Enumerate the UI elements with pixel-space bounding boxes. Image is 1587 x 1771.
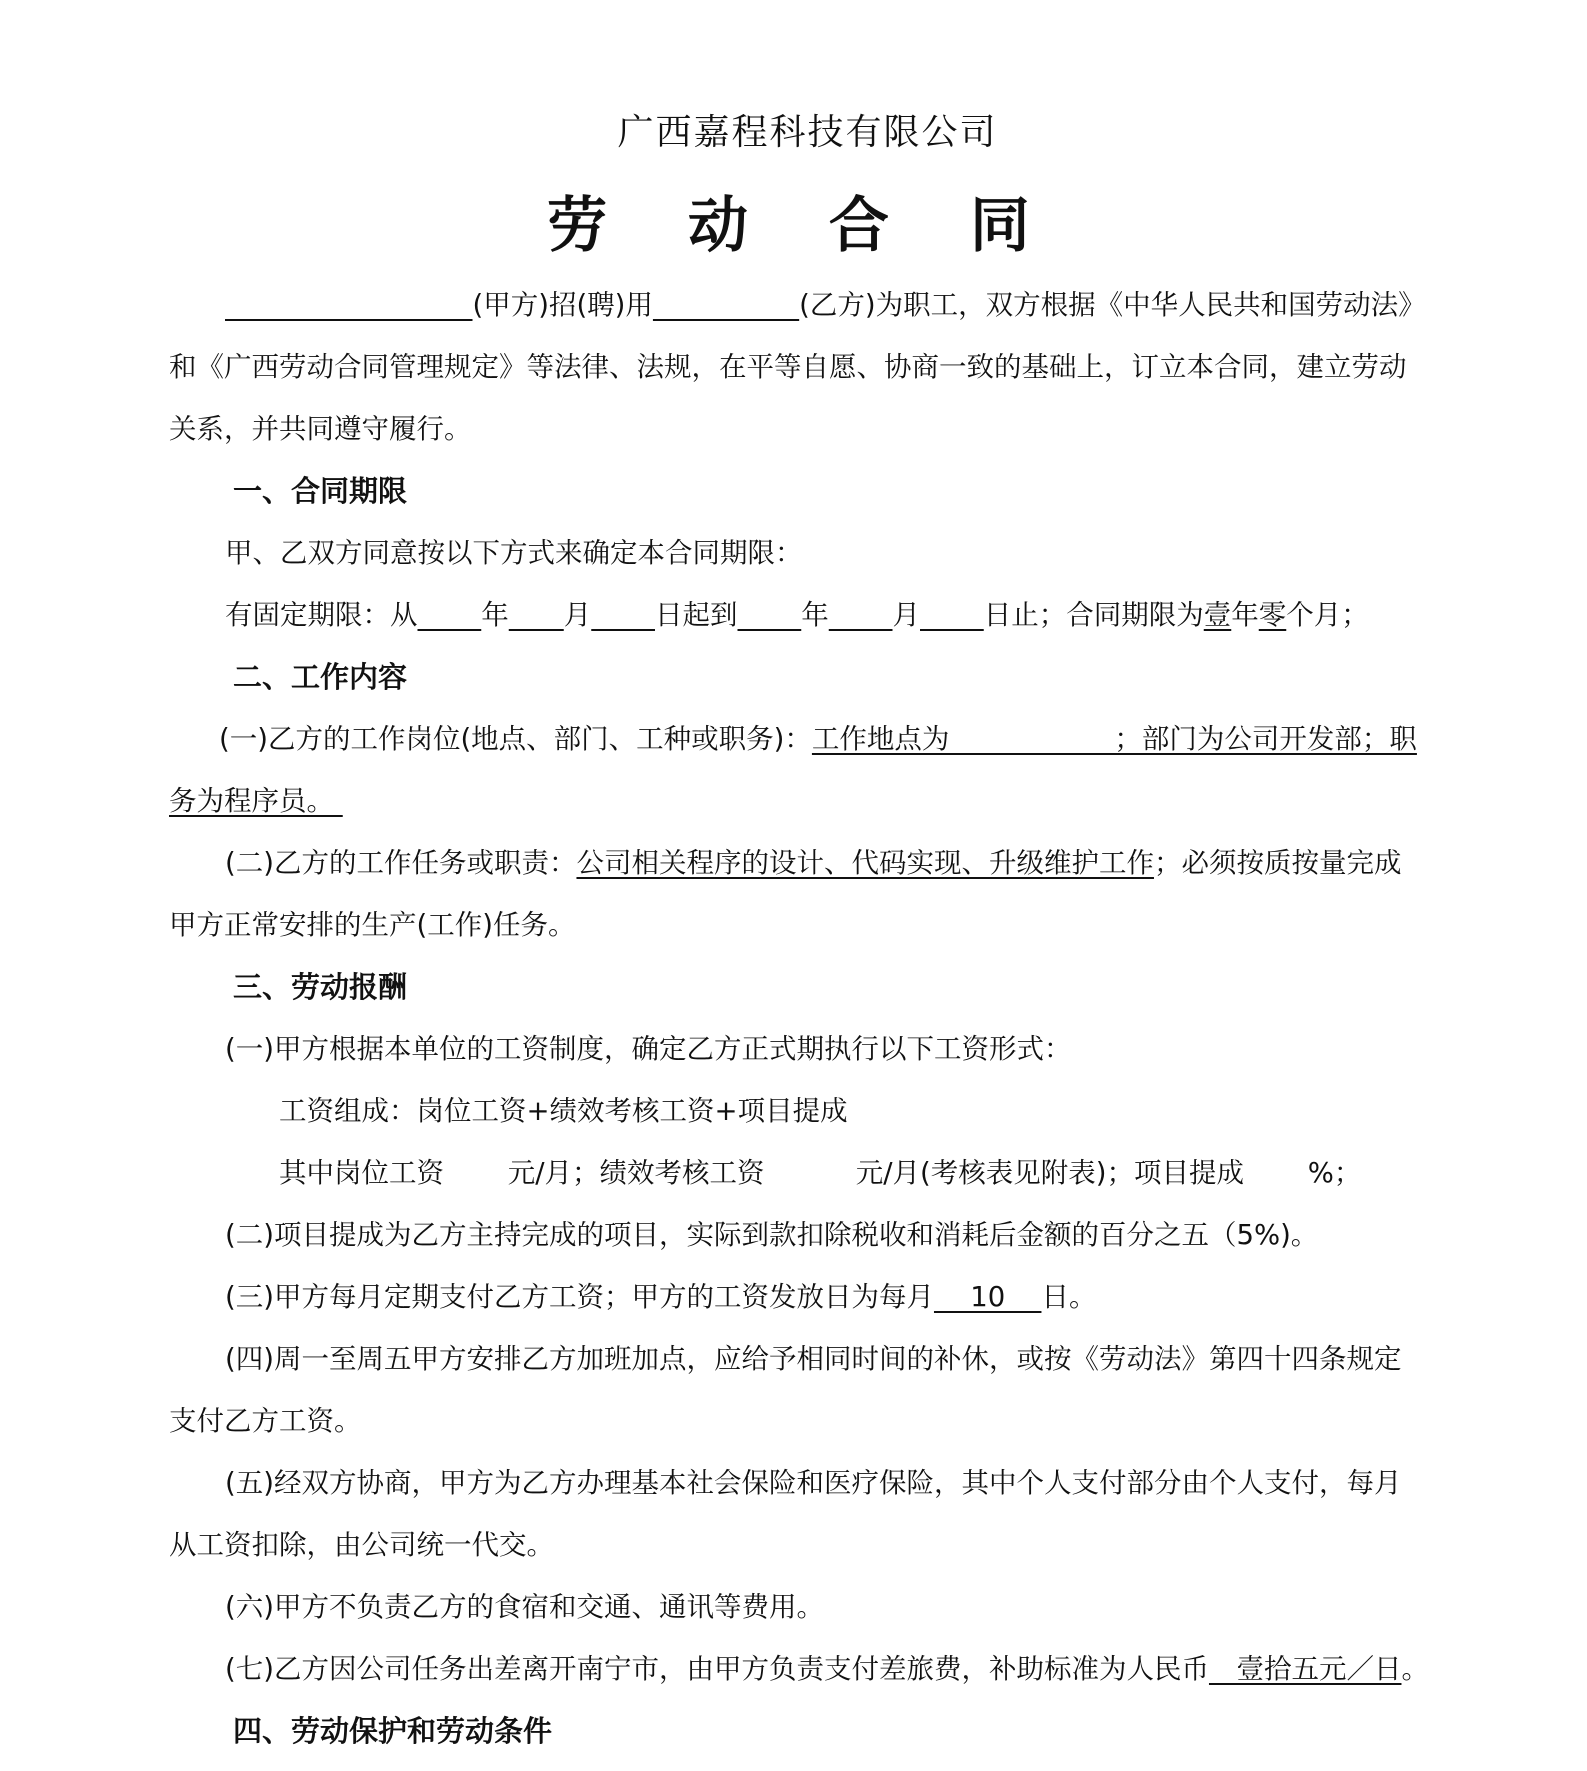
text-segment: 和《广西劳动合同管理规定》等法律、法规，在平等自愿、协商一致的基础上，订立本合同，建立劳动: [169, 351, 1407, 383]
text-segment: 年: [1231, 599, 1259, 631]
company-name: 广西嘉程科技有限公司: [617, 112, 998, 153]
text-segment: 年: [481, 599, 509, 631]
section-heading: [0, 460, 1587, 522]
paragraph-line: [0, 584, 1587, 646]
text-segment: 工资组成：岗位工资+绩效考核工资+项目提成: [279, 1095, 848, 1127]
text-segment: (一)甲方根据本单位的工资制度，确定乙方正式期执行以下工资形式：: [225, 1033, 1072, 1065]
paragraph-line: [0, 274, 1587, 336]
paragraph-line: [0, 522, 1587, 584]
section-heading: [0, 1700, 1587, 1762]
paragraph-line: [0, 894, 1587, 956]
text-segment: (二)项目提成为乙方主持完成的项目，实际到款扣除税收和消耗后金额的百分之五（5%)。: [225, 1219, 1319, 1251]
paragraph-line: [0, 708, 1587, 770]
paragraph-line: [0, 1638, 1587, 1700]
paragraph-line: [0, 1576, 1587, 1638]
text-segment: (一)乙方的工作岗位(地点、部门、工种或职务)：: [219, 723, 812, 755]
text-segment: 关系，并共同遵守履行。: [169, 413, 472, 445]
paragraph-line: [0, 398, 1587, 460]
document-title: 劳 动 合 同: [547, 191, 1060, 261]
underlined-field: 工作地点为 ；部门为公司开发部；职: [811, 723, 1417, 755]
paragraph-line: [0, 336, 1587, 398]
paragraph-line: [0, 1390, 1587, 1452]
text-segment: 从工资扣除，由公司统一代交。: [169, 1529, 554, 1561]
text-segment: 支付乙方工资。: [169, 1405, 362, 1437]
section-heading: [0, 956, 1587, 1018]
text-segment: (三)甲方每月定期支付乙方工资；甲方的工资发放日为每月: [225, 1281, 934, 1313]
underlined-field: [591, 599, 655, 631]
text-segment: (五)经双方协商，甲方为乙方办理基本社会保险和医疗保险，其中个人支付部分由个人支付，每月: [225, 1467, 1402, 1499]
text-segment: 四、劳动保护和劳动条件: [233, 1714, 553, 1748]
underlined-field: [653, 289, 799, 321]
underlined-field: [509, 599, 564, 631]
text-segment: 三、劳动报酬: [233, 970, 408, 1004]
underlined-field: [829, 599, 893, 631]
text-segment: 个月；: [1286, 599, 1369, 631]
text-segment: 甲、乙双方同意按以下方式来确定本合同期限：: [225, 537, 803, 569]
paragraph-line: [0, 1018, 1587, 1080]
underlined-field: 务为程序员。: [169, 785, 343, 817]
text-segment: 月: [563, 599, 592, 631]
text-segment: 年: [801, 599, 829, 631]
text-segment: (六)甲方不负责乙方的食宿和交通、通讯等费用。: [225, 1591, 824, 1623]
paragraph-line: [0, 1080, 1587, 1142]
text-segment: ；必须按质按量完成: [1153, 847, 1402, 879]
underlined-field: [418, 599, 482, 631]
underlined-field: [920, 599, 984, 631]
section-heading: [0, 646, 1587, 708]
text-segment: 日。: [1041, 1281, 1097, 1313]
underlined-field: [225, 289, 473, 321]
text-segment: (七)乙方因公司任务出差离开南宁市，由甲方负责支付差旅费，补助标准为人民币: [225, 1653, 1209, 1685]
text-segment: 其中岗位工资 元/月；绩效考核工资 元/月(考核表见附表)；项目提成 %；: [279, 1157, 1362, 1189]
text-segment: 甲方正常安排的生产(工作)任务。: [169, 909, 576, 941]
text-segment: 有固定期限：从: [225, 599, 418, 631]
underlined-field: 零: [1258, 599, 1287, 631]
underlined-field: 公司相关程序的设计、代码实现、升级维护工作: [576, 847, 1154, 879]
paragraph-line: [0, 1328, 1587, 1390]
paragraph-line: [0, 832, 1587, 894]
text-segment: 一、合同期限: [233, 474, 408, 508]
paragraph-line: [0, 1452, 1587, 1514]
text-segment: 日起到: [655, 599, 738, 631]
paragraph-line: [0, 1204, 1587, 1266]
paragraph-line: [0, 1266, 1587, 1328]
text-segment: 。: [1401, 1653, 1429, 1685]
paragraph-line: [0, 770, 1587, 832]
underlined-field: [738, 599, 802, 631]
contract-body: [0, 274, 1587, 1762]
text-segment: 日止；合同期限为: [983, 599, 1204, 631]
underlined-field: 10: [933, 1281, 1042, 1313]
text-segment: 月: [892, 599, 920, 631]
paragraph-line: [0, 1142, 1587, 1204]
text-segment: (甲方)招(聘)用: [472, 289, 653, 321]
text-segment: 二、工作内容: [233, 660, 408, 694]
text-segment: (乙方)为职工，双方根据《中华人民共和国劳动法》: [799, 289, 1426, 321]
underlined-field: 壹拾五元／日: [1208, 1653, 1402, 1685]
paragraph-line: [0, 1514, 1587, 1576]
text-segment: (四)周一至周五甲方安排乙方加班加点，应给予相同时间的补休，或按《劳动法》第四十四条规定: [225, 1343, 1402, 1375]
text-segment: (二)乙方的工作任务或职责：: [225, 847, 577, 879]
underlined-field: 壹: [1203, 599, 1232, 631]
